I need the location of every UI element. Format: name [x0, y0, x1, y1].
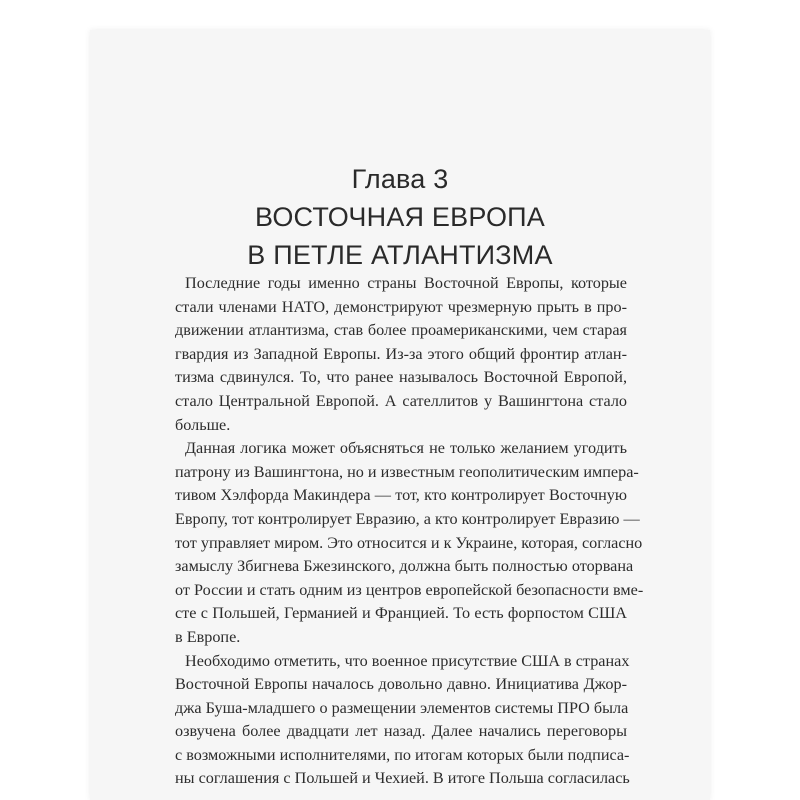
paragraph-3-line-6: ны соглашения с Польшей и Чехией. В итоге Польша согласилась — [175, 769, 630, 788]
chapter-number: Глава 3 — [351, 164, 449, 194]
paragraph-2-line-7: от России и стать одним из центров европейской безопасности вме- — [175, 580, 644, 599]
paragraph-2-line-4: Европу, тот контролирует Евразию, а кто контролирует Евразию — — [175, 509, 640, 528]
paragraph-3-line-1: Необходимо отметить, что военное присутствие США в странах — [185, 651, 630, 670]
paragraph-3-line-3: джа Буша-младшего о размещении элементов системы ПРО была — [175, 698, 629, 717]
paragraph-2-line-8: сте с Польшей, Германией и Францией. То есть форпостом США — [175, 604, 627, 623]
chapter-heading — [0, 160, 800, 274]
paragraph-1-line-5: тизма сдвинулся. То, что ранее называлось Восточной Европой, — [175, 368, 627, 387]
paragraph-1-line-6: стало Центральной Европой. А сателлитов у Вашингтона стало — [175, 391, 627, 410]
chapter-title-line-2: В ПЕТЛЕ АТЛАНТИЗМА — [247, 240, 553, 270]
paragraph-3-line-4: озвучена более двадцати лет назад. Далее начались переговоры — [175, 722, 627, 741]
paragraph-2-line-5: тот управляет миром. Это относится и к Украине, которая, согласно — [175, 533, 643, 552]
paragraph-2-line-9: в Европе. — [175, 627, 241, 646]
paragraph-1-line-1: Последние годы именно страны Восточной Европы, которые — [185, 274, 627, 292]
paragraph-2-line-1: Данная логика может объясняться не только желанием угодить — [185, 439, 627, 458]
paragraph-1-line-2: стали членами НАТО, демонстрируют чрезмерную прыть в про- — [175, 297, 627, 316]
paragraph-1-line-3: движении атлантизма, став более проамериканскими, чем старая — [175, 321, 627, 340]
paragraph-2-line-2: патрону из Вашингтона, но и известным геополитическим импера- — [175, 462, 639, 481]
paragraph-2-line-6: замыслу Збигнева Бжезинского, должна быть полностью оторвана — [175, 557, 634, 576]
chapter-title-line-1: ВОСТОЧНАЯ ЕВРОПА — [255, 202, 545, 232]
chapter-body-text — [175, 272, 644, 791]
paragraph-3-line-5: с возможными исполнителями, по итогам которых были подписа- — [175, 745, 630, 764]
paragraph-1-line-7: больше. — [175, 415, 231, 434]
paragraph-1-line-4: гвардия из Западной Европы. Из-за этого общий фронтир атлан- — [175, 344, 627, 363]
paragraph-3-line-2: Восточной Европы началось довольно давно. Инициатива Джор- — [175, 675, 627, 694]
paragraph-2-line-3: тивом Хэлфорда Макиндера — тот, кто контролирует Восточную — [175, 486, 627, 505]
